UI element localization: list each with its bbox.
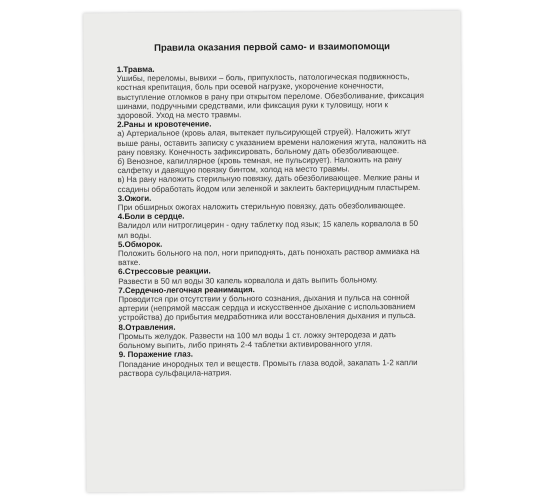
section-text: Ушибы, переломы, вывихи – боль, припухлость, патологическая подвижность, костная крепитация, боль при осевой нагрузке, укорочение конечности, выступление отломков в рану при открытом переломе. Обезболивание, фиксация шинами, подручными средствами, или фиксация руки к туловищу, ноги к здоровой. Уход на место травмы. [116, 72, 424, 121]
section-trauma [117, 63, 427, 120]
section-heading: 2.Раны и кровотечение. [117, 119, 212, 130]
document-sheet [83, 11, 463, 493]
section-heading: 6.Стрессовые реакции. [118, 266, 211, 277]
section-text: Развести в 50 мл воды 30 капель корвалола и дать выпить больному. [118, 274, 378, 286]
section-eye-injury [119, 348, 429, 378]
document-title: Правила оказания первой само- и взаимопомощи [154, 41, 391, 54]
section-heart-pain [118, 210, 428, 240]
section-cpr [118, 284, 428, 323]
section-text: Попадание инородных тел и веществ. Промыть глаза водой, закапать 1-2 капли раствора сульфацила-натрия. [118, 357, 418, 378]
section-heading: 8.Отравления. [118, 322, 176, 332]
section-fainting [118, 238, 428, 268]
section-heading: 5.Обморок. [117, 239, 163, 249]
section-stress [118, 265, 428, 286]
section-heading: 4.Боли в сердце. [117, 211, 185, 222]
section-burns [118, 192, 428, 213]
section-text: Проводится при отсутствии у больного сознания, дыхания и пульса на сонной артерии (непрямой массаж сердца и искусственное дыхание с использованием устройства) до прибытия медработника или восстановления дыхания и пульса. [118, 293, 416, 323]
section-wounds [117, 118, 428, 194]
section-poisoning [118, 321, 428, 351]
section-text: Валидол или нитроглицерин - одну таблетку под язык; 15 капель корвалола в 50 мл воды. [117, 219, 419, 240]
section-text: При обширных ожогах наложить стерильную повязку, дать обезболивающее. [117, 201, 406, 213]
section-text: Положить больного на пол, ноги приподнять, дать понюхать раствор аммиака на ватке. [117, 247, 420, 268]
section-text: а) Артериальное (кровь алая, вытекает пульсирующей струей). Наложить жгут выше раны, оставить записку с указанием времени наложения жгута, наложить на рану повязку. Конечность зафиксировать, больному дать обезболивающее. б) Венозное, капиллярное (кровь темная, не пульсирует). Наложить на рану салфетку и давящую повязку бинтом, холод на место травмы. в) На рану наложить стерильную повязку, дать обезболивающее. Мелкие раны и ссадины обработать йодом или зеленкой и заклеить бактерицидным пластырем. [117, 127, 427, 194]
section-heading: 9. Поражение глаз. [118, 349, 194, 360]
section-heading: 3.Ожоги. [117, 193, 152, 203]
document-body [117, 63, 429, 378]
section-text: Промыть желудок. Развести на 100 мл воды 1 ст. ложку энтеродеза и дать больному выпить, либо принять 2-4 таблетки активированного угля. [118, 330, 396, 351]
section-heading: 7.Сердечно-легочная реанимация. [118, 285, 255, 295]
section-heading: 1.Травма. [116, 64, 155, 75]
